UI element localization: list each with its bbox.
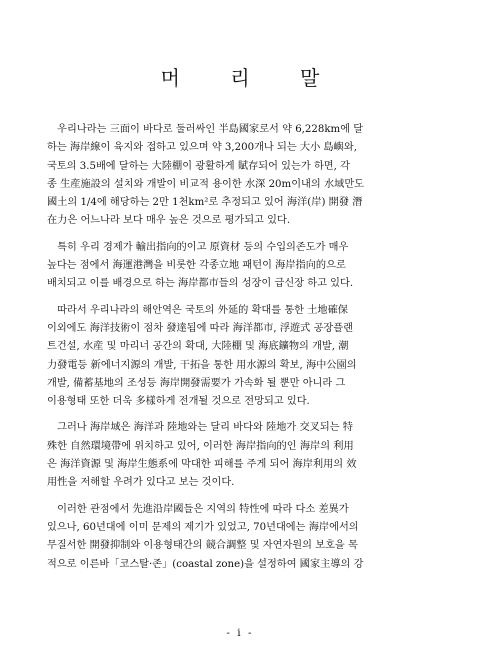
- text-line: 적으로 이른바「코스탈·존」(coastal zone)을 설정하여 國家主導의 강: [47, 558, 364, 570]
- text-line: 있으나, 60년대에 이미 문제의 제기가 있었고, 70년대에는 海岸에서의: [47, 521, 359, 533]
- text-line: 在力은 어느나라 보다 매우 높은 것으로 평가되고 있다.: [47, 215, 291, 227]
- text-line: 이용형태 또한 더욱 多樣하게 전개될 것으로 전망되고 있다.: [47, 396, 310, 408]
- page-number: - i -: [226, 627, 254, 639]
- paragraph: [47, 501, 449, 574]
- paragraph: [47, 239, 449, 294]
- text-line: 따라서 우리나라의 해안역은 국토의 外延的 확대를 통한 土地確保: [47, 304, 348, 316]
- text-line: 트건설, 水産 및 마리너 공간의 확대, 大陸棚 및 海底鑛物의 개발, 潮: [47, 341, 349, 353]
- paragraph: [47, 419, 449, 492]
- paragraph: [47, 302, 449, 412]
- text-line: 用性을 저해할 우려가 있다고 보는 것이다.: [47, 477, 235, 489]
- text-line: 특히 우리 경제가 輸出指向的이고 原資材 등의 수입의존도가 매우: [47, 241, 349, 253]
- text-line: 이러한 관점에서 先進沿岸國들은 지역의 特性에 따라 다소 差異가: [47, 503, 349, 515]
- paragraph: [47, 121, 449, 231]
- page-title: 머 리 말: [160, 66, 342, 90]
- text-line: 그러나 海岸域은 海洋과 陸地와는 달리 바다와 陸地가 交叉되는 特: [47, 422, 353, 434]
- text-line: 종 生産施設의 설치와 개발이 비교적 용이한 水深 20m이내의 水域만도: [47, 178, 365, 190]
- text-line: 殊한 自然環境帶에 위치하고 있어, 이러한 海岸指向的인 海岸의 利用: [47, 440, 354, 452]
- paragraph-gap: [47, 411, 449, 419]
- text-line: 개발, 備蓄基地의 조성등 海岸開發需要가 가속화 될 뿐만 아니라 그: [47, 377, 346, 389]
- text-line: 무질서한 開發抑制와 이용형태간의 競合調整 및 자연자원의 보호을 목: [47, 540, 358, 552]
- text-line: 力發電등 新에너지源의 개발, 干拓을 통한 用水源의 확보, 海中公園의: [47, 359, 357, 371]
- paragraph-gap: [47, 231, 449, 239]
- text-line: 배치되고 이를 배경으로 하는 海岸都市들의 성장이 급신장 하고 있다.: [47, 278, 354, 290]
- text-line: 우리나라는 三面이 바다로 둘러싸인 半島國家로서 약 6,228km에 달: [47, 124, 364, 135]
- paragraph-gap: [47, 294, 449, 302]
- text-line: 국토의 3.5배에 달하는 大陸棚이 광활하게 賦存되어 있는가 하면, 각: [47, 160, 350, 172]
- text-line: 높다는 점에서 海運港灣을 비롯한 각종立地 패턴이 海岸指向的으로: [47, 260, 346, 272]
- preface-body: [47, 121, 449, 574]
- paragraph-gap: [47, 493, 449, 501]
- text-line: 國土의 1/4에 해당하는 2만 1천km²로 추정되고 있어 海洋(岸) 開發 潛: [47, 197, 363, 209]
- text-line: 이외에도 海洋技術이 점차 發達됨에 따라 海洋都市, 浮遊式 공장플랜: [47, 322, 353, 334]
- text-line: 은 海洋資源 및 海岸生態系에 막대한 피해를 주게 되어 海岸利用의 效: [47, 459, 357, 471]
- text-line: 하는 海岸線이 육지와 접하고 있으며 약 3,200개나 되는 大小 島嶼와,: [47, 142, 357, 154]
